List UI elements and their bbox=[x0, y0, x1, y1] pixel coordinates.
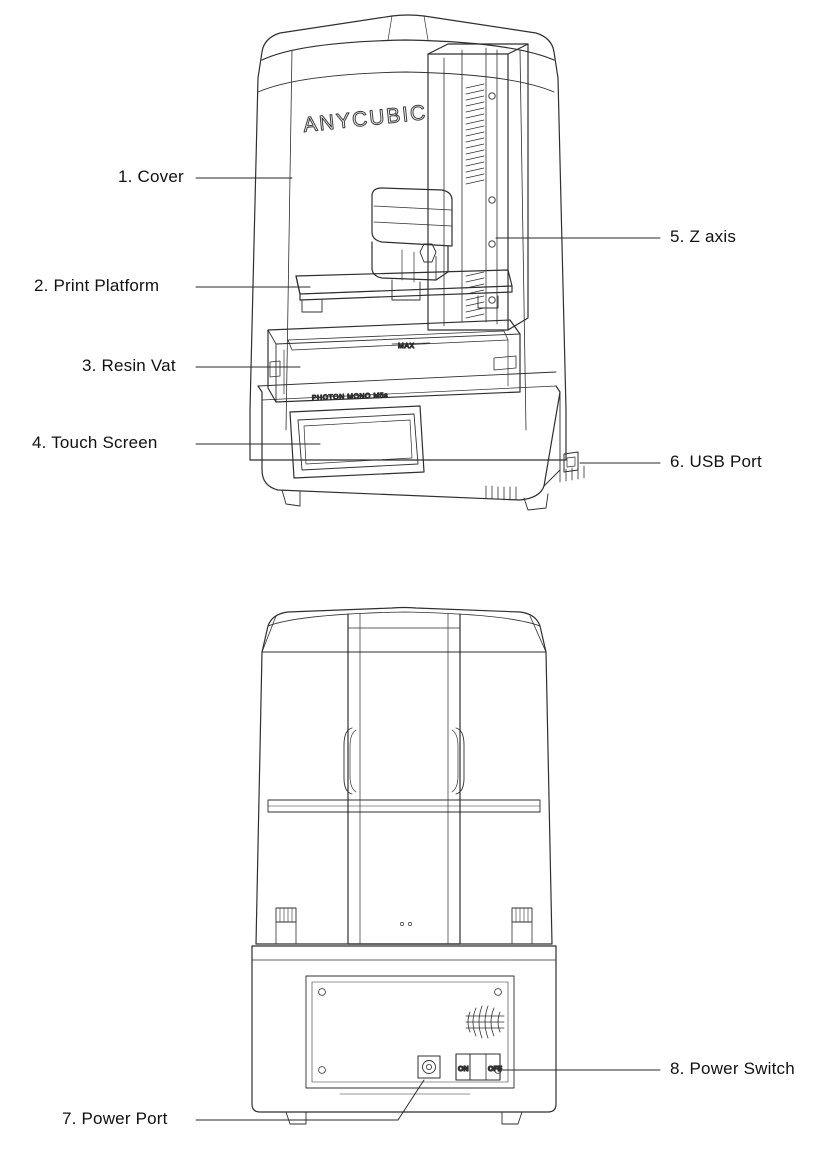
rear-view-group bbox=[252, 608, 556, 1125]
leader-power-port bbox=[196, 1080, 424, 1120]
callout-label-touch-screen: 4. Touch Screen bbox=[32, 433, 158, 452]
logo-engraving: ANYCUBIC bbox=[302, 101, 429, 137]
vat-max-label: MAX bbox=[398, 343, 415, 350]
callout-label-z-axis: 5. Z axis bbox=[670, 227, 737, 246]
callout-label-cover: 1. Cover bbox=[118, 167, 184, 186]
callout-label-usb-port: 6. USB Port bbox=[670, 452, 762, 471]
callout-label-power-switch: 8. Power Switch bbox=[670, 1059, 795, 1078]
callout-label-resin-vat: 3. Resin Vat bbox=[82, 356, 176, 375]
callout-leaders bbox=[196, 178, 660, 1120]
front-view-group bbox=[250, 15, 584, 510]
model-engraving: PHOTON MONO M5s bbox=[311, 392, 389, 402]
callout-label-print-platform: 2. Print Platform bbox=[34, 276, 160, 295]
callout-label-power-port: 7. Power Port bbox=[62, 1109, 168, 1128]
switch-on-label: ON bbox=[458, 1066, 469, 1073]
switch-off-label: OFF bbox=[488, 1066, 502, 1073]
